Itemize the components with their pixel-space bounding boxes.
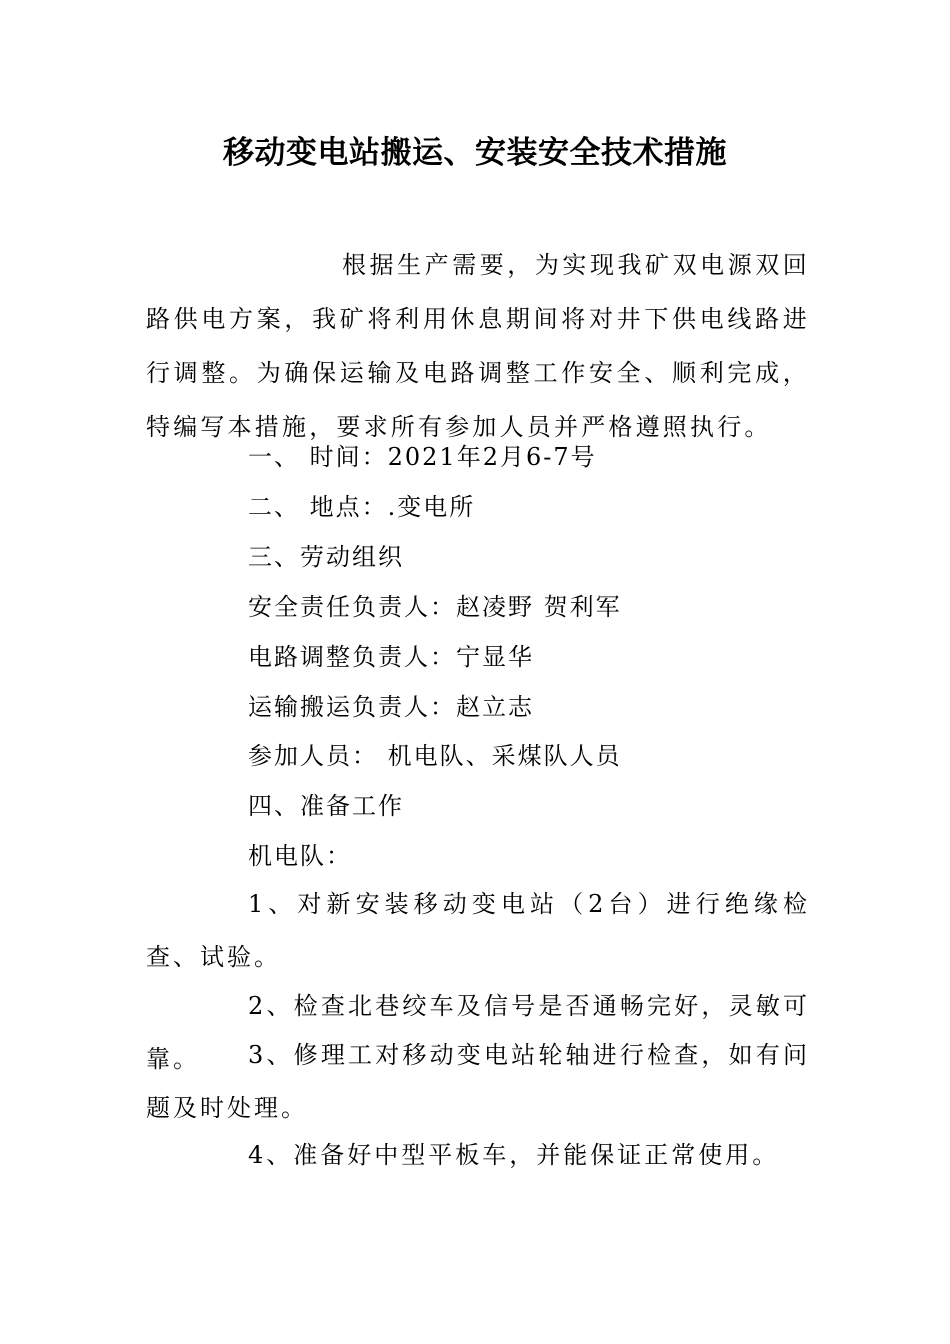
safety-responsible-line: 安全责任负责人：赵凌野 贺利军 bbox=[248, 593, 622, 621]
document-title: 移动变电站搬运、安装安全技术措施 bbox=[223, 135, 727, 171]
circuit-responsible-line: 电路调整负责人：宁显华 bbox=[248, 643, 534, 671]
list-item: 3、修理工对移动变电站轮轴进行检查，如有问题及时处理。 bbox=[146, 1041, 810, 1122]
list-item: 2、检查北巷绞车及信号是否通畅完好，灵敏可靠。 bbox=[146, 992, 810, 1073]
team-label: 机电队： bbox=[248, 842, 352, 870]
intro-paragraph: 根据生产需要，为实现我矿双电源双回路供电方案，我矿将利用休息期间将对井下供电线路进行调整。为确保运输及电路调整工作安全、顺利完成，特编写本措施，要求所有参加人员并严格遵照执行。 bbox=[146, 251, 810, 441]
list-item: 4、准备好中型平板车，并能保证正常使用。 bbox=[248, 1141, 780, 1169]
participants-line: 参加人员： 机电队、采煤队人员 bbox=[248, 742, 622, 770]
list-item: 1、对新安装移动变电站（2台）进行绝缘检查、试验。 bbox=[146, 890, 810, 971]
section-time: 一、 时间：2021年2月6-7号 bbox=[248, 443, 597, 471]
section-place: 二、 地点：.变电所 bbox=[248, 493, 476, 521]
section-labor-organization: 三、劳动组织 bbox=[248, 543, 404, 571]
transport-responsible-line: 运输搬运负责人：赵立志 bbox=[248, 693, 534, 721]
section-preparation: 四、准备工作 bbox=[248, 792, 404, 820]
